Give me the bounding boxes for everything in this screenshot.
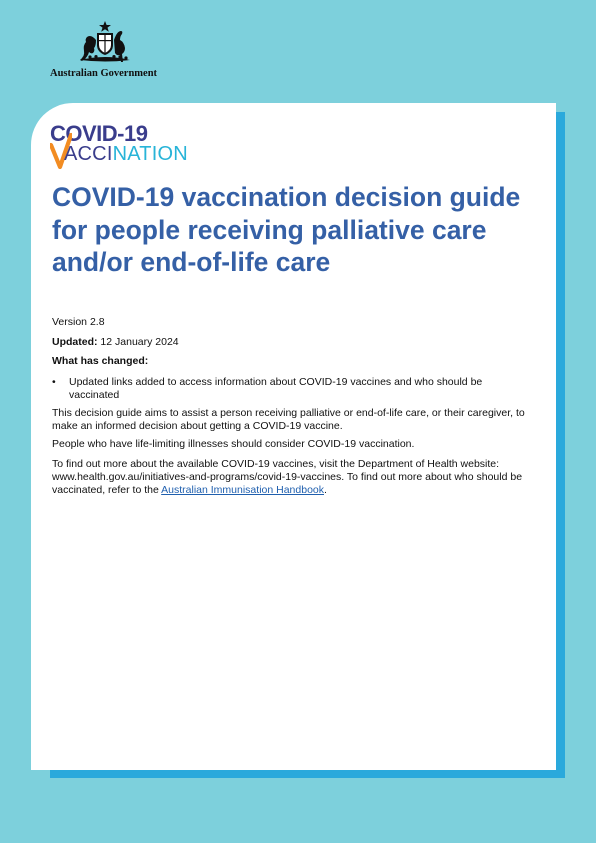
bullet-icon: • bbox=[52, 376, 56, 388]
updated-label: Updated: bbox=[52, 336, 98, 348]
document-card bbox=[31, 103, 556, 770]
updated-line bbox=[52, 336, 536, 349]
document-title: COVID-19 vaccination decision guide for people receiving palliative care and/or end-of-life care bbox=[52, 182, 521, 277]
more-info-paragraph bbox=[52, 458, 536, 497]
intro-paragraph: This decision guide aims to assist a person receiving palliative or end-of-life care, or their caregiver, to make an informed decision about getting a COVID-19 vaccine. bbox=[52, 407, 525, 432]
version-text: Version 2.8 bbox=[52, 316, 105, 328]
updated-date: 12 January 2024 bbox=[100, 336, 179, 348]
life-limiting-paragraph: People who have life-limiting illnesses should consider COVID-19 vaccination. bbox=[52, 438, 415, 450]
logo-vaccination-text bbox=[64, 143, 188, 166]
logo-covid-19-text: COVID-19 bbox=[50, 121, 148, 146]
logo-acci-text: ACCI bbox=[64, 143, 113, 165]
changes-list-item: Updated links added to access information about COVID-19 vaccines and who should be vaccinated bbox=[69, 376, 483, 401]
immunisation-handbook-link[interactable]: Australian Immunisation Handbook bbox=[161, 484, 324, 496]
australian-coat-of-arms-icon bbox=[72, 20, 138, 66]
covid-19-vaccination-logo bbox=[50, 121, 220, 169]
more-info-text: To find out more about the available COVID-19 vaccines, visit the Department of Health website: www.health.gov.au/initiatives-and-programs/covid-19-vaccines. To find out more about who should be vaccinated, refer to the bbox=[52, 458, 523, 496]
government-name: Australian Government bbox=[50, 68, 158, 79]
logo-nation-text: NATION bbox=[112, 143, 188, 165]
more-info-end: . bbox=[324, 484, 327, 496]
changes-heading: What has changed: bbox=[52, 355, 149, 367]
